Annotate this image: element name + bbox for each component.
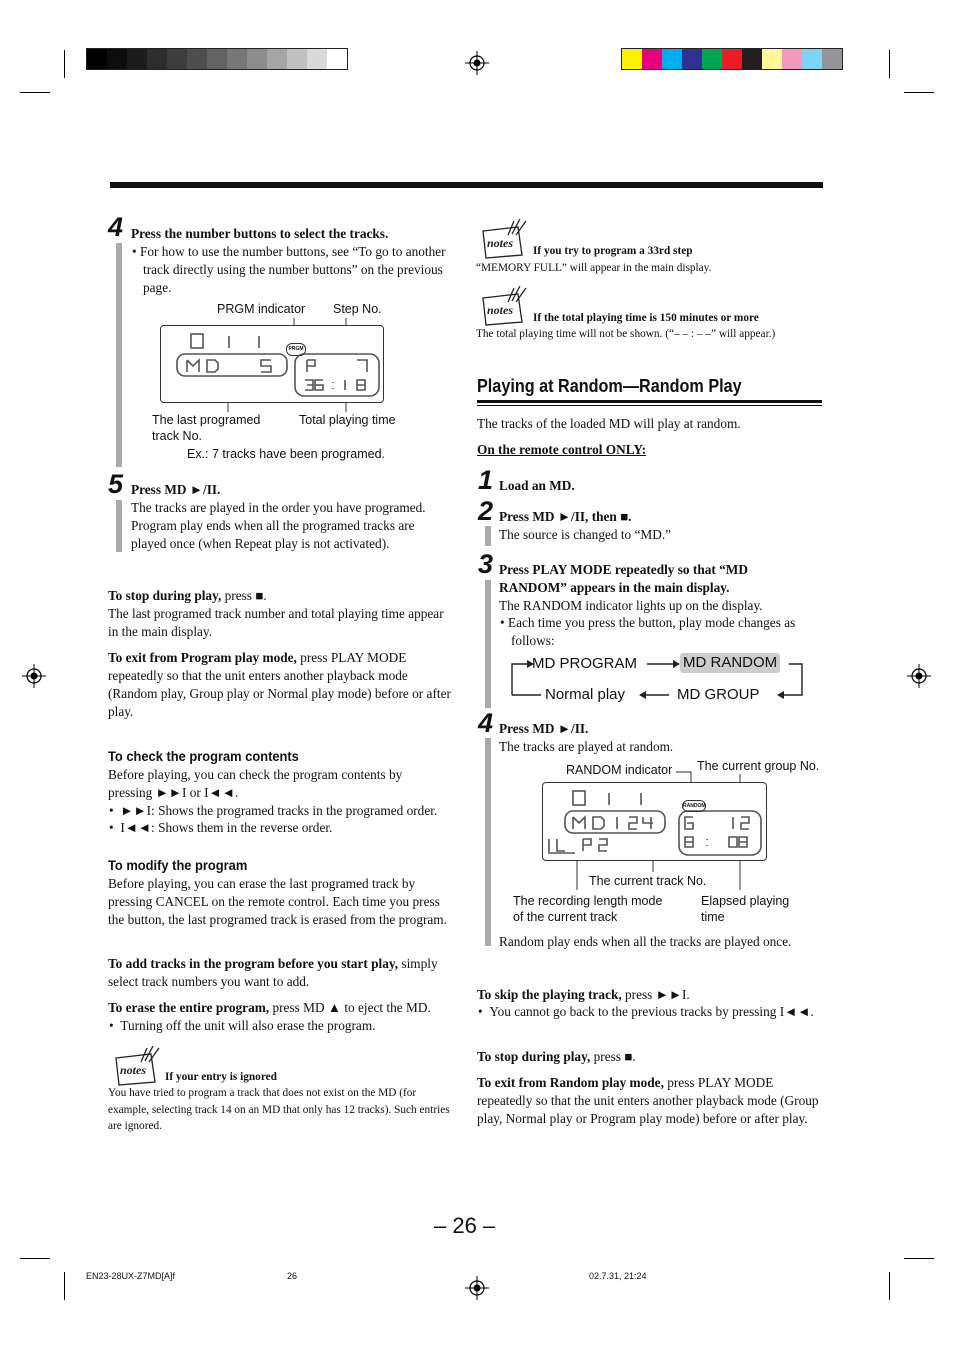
step-title: Press MD ►/II. bbox=[499, 721, 589, 736]
step-number: 3 bbox=[478, 549, 494, 579]
erase-bullet: • Turning off the unit will also erase the program. bbox=[109, 1018, 376, 1033]
color-swatch bbox=[327, 49, 347, 69]
crop-mark bbox=[64, 50, 65, 78]
exit-random-text: To exit from Random play mode, press PLAY MODE repeatedly so that the unit enters another playback mode (Group play, Normal play or Program play mode) before or after play. bbox=[477, 1075, 819, 1126]
svg-text:notes: notes bbox=[120, 1063, 147, 1077]
step-number: 1 bbox=[478, 465, 494, 495]
color-swatch bbox=[622, 49, 642, 69]
section-rule-thin bbox=[477, 405, 822, 406]
footer-date: 02.7.31, 21:24 bbox=[589, 1271, 647, 1281]
step-bar bbox=[485, 738, 491, 946]
prgm-indicator-label: PRGM indicator bbox=[217, 302, 306, 316]
md-display-random bbox=[542, 782, 767, 861]
note-body: You have tried to program a track that does not exist on the MD (for example, selecting track 14 on an MD that only has 12 tracks). Such entries are ignored. bbox=[108, 1087, 450, 1132]
note-title: If your entry is ignored bbox=[165, 1071, 277, 1083]
erase-text: To erase the entire program, press MD ▲ to eject the MD. bbox=[108, 1000, 431, 1015]
footer-file: EN23-28UX-Z7MD[A]f bbox=[86, 1271, 176, 1281]
step-title: Press PLAY MODE repeatedly so that “MD RANDOM” appears in the main display. bbox=[499, 562, 748, 595]
color-swatch bbox=[802, 49, 822, 69]
md-display-program bbox=[160, 325, 384, 403]
step-bar bbox=[485, 580, 491, 708]
random-intro: The tracks of the loaded MD will play at random. bbox=[477, 416, 741, 431]
check-bullet: • I◄◄: Shows them in the reverse order. bbox=[109, 820, 333, 835]
modify-heading: To modify the program bbox=[108, 857, 248, 873]
crop-mark bbox=[20, 92, 50, 93]
footer-page: 26 bbox=[287, 1271, 298, 1281]
color-swatch bbox=[127, 49, 147, 69]
random-badge: RANDOM bbox=[682, 800, 706, 812]
section-title: Playing at Random—Random Play bbox=[477, 376, 742, 396]
step-number: 4 bbox=[478, 708, 494, 738]
step-title: Press MD ►/II, then ■. bbox=[499, 509, 632, 524]
mode-normal-play: Normal play bbox=[545, 686, 626, 703]
last-programed-label: The last programed track No. bbox=[152, 413, 261, 443]
step-number: 4 bbox=[108, 212, 124, 242]
random-ends: Random play ends when all the tracks are played once. bbox=[499, 934, 792, 949]
step-number: 2 bbox=[478, 496, 494, 526]
color-swatch bbox=[147, 49, 167, 69]
step-no-label: Step No. bbox=[333, 302, 382, 316]
check-heading: To check the program contents bbox=[108, 748, 299, 764]
section-rule bbox=[477, 400, 822, 403]
note-body: The total playing time will not be shown. (“– – : – –” will appear.) bbox=[476, 328, 776, 340]
mode-md-program: MD PROGRAM bbox=[532, 655, 637, 672]
add-tracks-text: To add tracks in the program before you start play, simply select track numbers you want to add. bbox=[108, 956, 438, 989]
step-bar bbox=[116, 243, 122, 467]
crop-mark bbox=[889, 50, 890, 78]
step-bullet: • Each time you press the button, play mode changes as follows: bbox=[500, 615, 796, 648]
registration-mark-icon bbox=[22, 664, 46, 688]
crop-mark bbox=[64, 1272, 65, 1300]
crop-mark bbox=[889, 1272, 890, 1300]
color-bars bbox=[621, 48, 843, 70]
note-body: “MEMORY FULL” will appear in the main display. bbox=[476, 262, 712, 274]
crop-mark bbox=[20, 1258, 50, 1259]
example-label: Ex.: 7 tracks have been programed. bbox=[187, 447, 386, 461]
crop-mark bbox=[904, 1258, 934, 1259]
color-swatch bbox=[682, 49, 702, 69]
notes-icon bbox=[480, 286, 530, 326]
skip-bullet: • You cannot go back to the previous tracks by pressing I◄◄. bbox=[478, 1004, 814, 1019]
modify-body: Before playing, you can erase the last programed track by pressing CANCEL on the remote control. Each time you press the button, the last programed track is erased from the program. bbox=[108, 876, 447, 927]
step-bar bbox=[116, 500, 122, 552]
gray-bars bbox=[86, 48, 348, 70]
random-indicator-label: RANDOM indicator bbox=[566, 763, 673, 777]
remote-only: On the remote control ONLY: bbox=[477, 442, 647, 457]
color-swatch bbox=[287, 49, 307, 69]
group-no-label: The current group No. bbox=[697, 759, 820, 773]
step-title: Press the number buttons to select the tracks. bbox=[131, 226, 389, 241]
color-swatch bbox=[702, 49, 722, 69]
step-body: The source is changed to “MD.” bbox=[499, 527, 672, 542]
recording-mode-label: The recording length mode of the current track bbox=[513, 894, 663, 924]
color-swatch bbox=[722, 49, 742, 69]
color-swatch bbox=[207, 49, 227, 69]
check-bullet: • ►►I: Shows the programed tracks in the programed order. bbox=[109, 803, 438, 818]
color-swatch bbox=[87, 49, 107, 69]
color-swatch bbox=[267, 49, 287, 69]
note-title: If you try to program a 33rd step bbox=[533, 245, 693, 257]
elapsed-time-label: Elapsed playing time bbox=[701, 894, 790, 924]
color-swatch bbox=[107, 49, 127, 69]
stop-random-text: To stop during play, press ■. bbox=[477, 1049, 636, 1064]
color-swatch bbox=[742, 49, 762, 69]
color-swatch bbox=[782, 49, 802, 69]
stop-program-text: To stop during play, press ■. The last programed track number and total playing time appear in the main display. bbox=[108, 588, 444, 639]
color-swatch bbox=[227, 49, 247, 69]
step-title: Press MD ►/II. bbox=[131, 482, 221, 497]
prgm-badge: PRGM bbox=[286, 343, 306, 356]
step-bar bbox=[485, 526, 491, 546]
svg-text:notes: notes bbox=[487, 236, 514, 250]
step-title: Load an MD. bbox=[499, 478, 575, 493]
total-time-label: Total playing time bbox=[299, 413, 396, 427]
registration-mark-icon bbox=[907, 664, 931, 688]
check-body: Before playing, you can check the program contents by pressing ►►I or I◄◄. bbox=[108, 767, 403, 800]
note-title: If the total playing time is 150 minutes or more bbox=[533, 312, 759, 324]
step-bullet: • For how to use the number buttons, see “To go to another track directly using the number buttons” on the previous page. bbox=[132, 244, 446, 295]
color-swatch bbox=[247, 49, 267, 69]
color-swatch bbox=[167, 49, 187, 69]
mode-md-group: MD GROUP bbox=[677, 686, 760, 703]
top-rule bbox=[110, 182, 823, 188]
registration-mark-icon bbox=[465, 1276, 489, 1300]
color-swatch bbox=[307, 49, 327, 69]
lcd-segments bbox=[543, 783, 766, 860]
page-number: – 26 – bbox=[434, 1213, 496, 1238]
notes-icon bbox=[480, 219, 530, 259]
color-swatch bbox=[642, 49, 662, 69]
step-body: The tracks are played at random. bbox=[499, 739, 674, 754]
crop-mark bbox=[904, 92, 934, 93]
notes-icon bbox=[113, 1046, 163, 1086]
color-swatch bbox=[187, 49, 207, 69]
lcd-segments bbox=[161, 326, 383, 402]
svg-text:notes: notes bbox=[487, 303, 514, 317]
step-body: The RANDOM indicator lights up on the display. bbox=[499, 598, 763, 613]
step-body: The tracks are played in the order you have programed. Program play ends when all the programed tracks are played once (when Repeat play is not activated). bbox=[131, 500, 426, 551]
exit-program-text: To exit from Program play mode, press PLAY MODE repeatedly so that the unit enters another playback mode (Random play, Group play or Normal play mode) before or after play. bbox=[108, 650, 451, 719]
color-swatch bbox=[762, 49, 782, 69]
registration-mark-icon bbox=[465, 51, 489, 75]
step-number: 5 bbox=[108, 469, 124, 499]
color-swatch bbox=[822, 49, 842, 69]
skip-text: To skip the playing track, press ►►I. bbox=[477, 987, 690, 1002]
color-swatch bbox=[662, 49, 682, 69]
mode-md-random: MD RANDOM bbox=[680, 653, 780, 673]
track-no-label: The current track No. bbox=[589, 874, 707, 888]
